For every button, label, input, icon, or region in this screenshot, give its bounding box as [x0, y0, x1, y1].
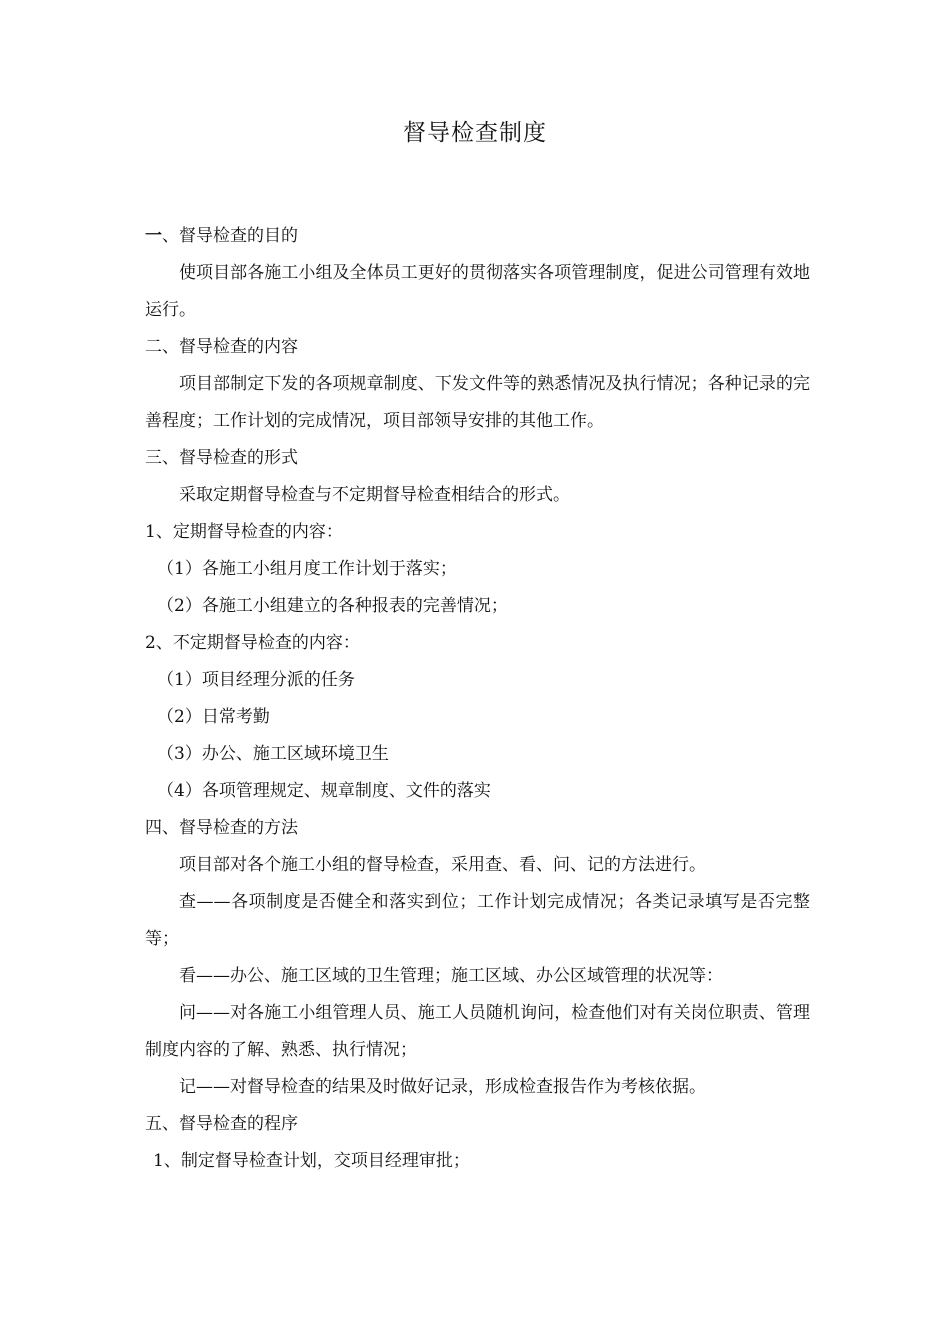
section-4-paragraph: 项目部对各个施工小组的督导检查，采用查、看、问、记的方法进行。 — [179, 855, 706, 875]
section-3-item-2-c: （3）办公、施工区域环境卫生 — [157, 744, 389, 764]
section-4-ask: 问——对各施工小组管理人员、施工人员随机询问，检查他们对有关岗位职责、管理制度内容的了解、熟悉、执行情况； — [145, 1003, 810, 1060]
section-3-item-1: 1、定期督导检查的内容： — [145, 522, 343, 542]
section-1-number: 一 — [145, 226, 162, 246]
document-title: 督导检查制度 — [403, 120, 547, 146]
section-3-paragraph: 采取定期督导检查与不定期督导检查相结合的形式。 — [179, 485, 570, 505]
section-1-title: 、督导检查的目的 — [162, 226, 298, 246]
section-4-check: 查——各项制度是否健全和落实到位；工作计划完成情况；各类记录填写是否完整等； — [145, 892, 810, 949]
section-3-item-2-d: （4）各项管理规定、规章制度、文件的落实 — [157, 781, 491, 801]
section-5-item-1: 1、制定督导检查计划，交项目经理审批； — [153, 1151, 470, 1171]
section-3-heading: 三、督导检查的形式 — [145, 448, 298, 468]
section-3-item-1-a: （1）各施工小组月度工作计划于落实； — [157, 559, 457, 579]
section-3-item-2-a: （1）项目经理分派的任务 — [157, 670, 355, 690]
section-4-record: 记——对督导检查的结果及时做好记录，形成检查报告作为考核依据。 — [179, 1077, 706, 1097]
document-body — [145, 218, 810, 1180]
section-2-paragraph: 项目部制定下发的各项规章制度、下发文件等的熟悉情况及执行情况；各种记录的完善程度；工作计划的完成情况，项目部领导安排的其他工作。 — [145, 374, 810, 431]
section-5-heading: 五、督导检查的程序 — [145, 1114, 298, 1134]
section-2-heading: 二、督导检查的内容 — [145, 337, 298, 357]
section-1-heading — [145, 218, 810, 255]
section-4-look: 看——办公、施工区域的卫生管理；施工区域、办公区域管理的状况等： — [179, 966, 723, 986]
section-1-paragraph: 使项目部各施工小组及全体员工更好的贯彻落实各项管理制度，促进公司管理有效地运行。 — [145, 263, 810, 320]
section-3-item-2: 2、不定期督导检查的内容： — [145, 633, 360, 653]
section-4-heading: 四、督导检查的方法 — [145, 818, 298, 838]
section-3-item-1-b: （2）各施工小组建立的各种报表的完善情况； — [157, 596, 508, 616]
section-3-item-2-b: （2）日常考勤 — [157, 707, 270, 727]
